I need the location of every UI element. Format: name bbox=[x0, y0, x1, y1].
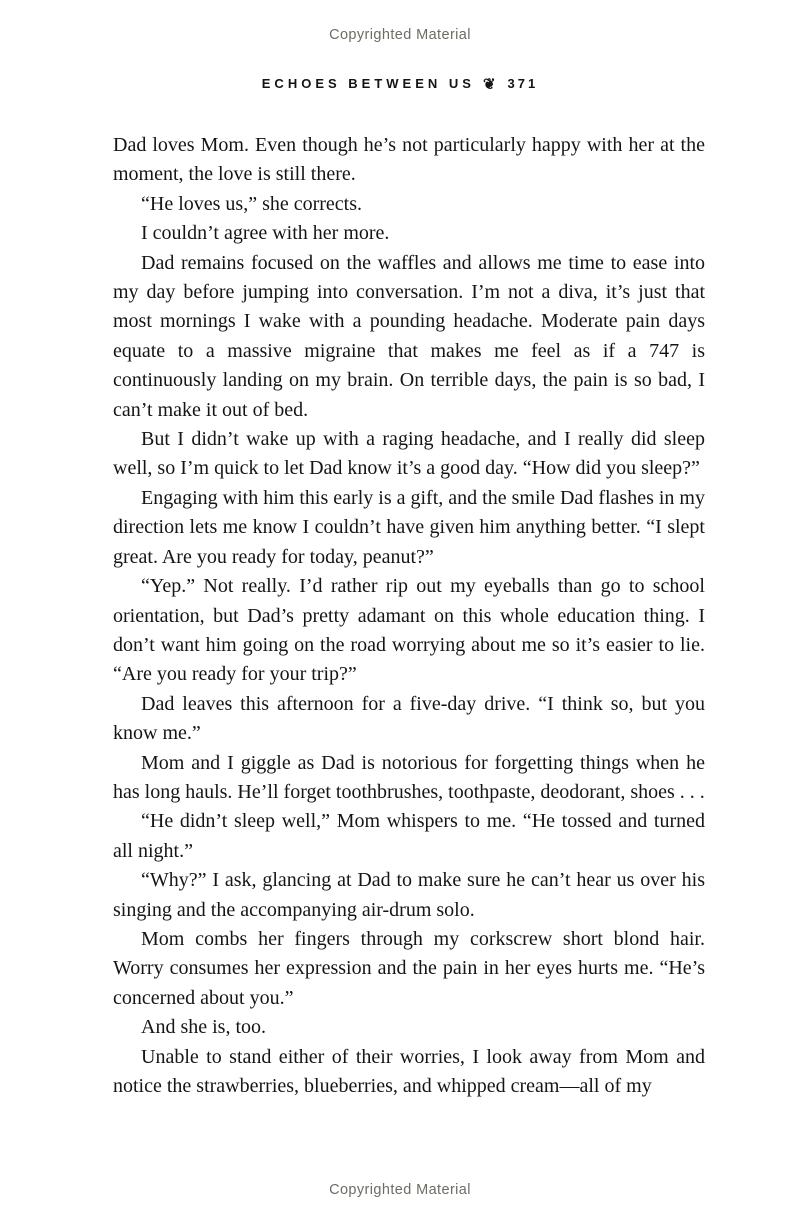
paragraph: Mom and I giggle as Dad is notorious for forgetting things when he has long hauls. He’ll forget toothbrushes, toothpaste, deodorant, shoes . . . bbox=[113, 751, 705, 803]
paragraph: “Why?” I ask, glancing at Dad to make sure he can’t hear us over his singing and the accompanying air-drum solo. bbox=[113, 869, 705, 921]
paragraph: “He didn’t sleep well,” Mom whispers to me. “He tossed and turned all night.” bbox=[113, 810, 705, 862]
book-title: ECHOES BETWEEN US bbox=[261, 76, 475, 91]
paragraph: Engaging with him this early is a gift, and the smile Dad flashes in my direction lets me know I couldn’t have given him anything better. “I slept great. Are you ready for today, peanut?” bbox=[113, 486, 705, 568]
paragraph: And she is, too. bbox=[141, 1016, 266, 1039]
ornament-icon: ❦ bbox=[482, 76, 496, 93]
paragraph: Dad remains focused on the waffles and allows me time to ease into my day before jumping into conversation. I’m not a diva, it’s just that most mornings I wake with a pounding headache. Moderate pain days equate to a massive migraine that makes me feel as if a 747 is continuously landing on my brain. On terrible days, the pain is so bad, I can’t make it out of bed. bbox=[113, 251, 705, 421]
paragraph: Dad loves Mom. Even though he’s not particularly happy with her at the moment, the love is still there. bbox=[113, 134, 705, 186]
copyright-notice-bottom: Copyrighted Material bbox=[329, 1182, 471, 1198]
paragraph: But I didn’t wake up with a raging headache, and I really did sleep well, so I’m quick to let Dad know it’s a good day. “How did you sleep?” bbox=[113, 428, 705, 480]
paragraph: Mom combs her fingers through my corkscrew short blond hair. Worry consumes her expression and the pain in her eyes hurts me. “He’s concerned about you.” bbox=[113, 927, 705, 1009]
paragraph: I couldn’t agree with her more. bbox=[141, 222, 390, 245]
paragraph: Dad leaves this afternoon for a five-day drive. “I think so, but you know me.” bbox=[113, 692, 705, 745]
running-header bbox=[0, 75, 800, 93]
paragraph: “He loves us,” she corrects. bbox=[141, 192, 363, 215]
paragraph: “Yep.” Not really. I’d rather rip out my eyeballs than go to school orientation, but Dad’s pretty adamant on this whole education thing. I don’t want him going on the road worrying about me so it’s easier to lie. “Are you ready for your trip?” bbox=[113, 575, 705, 686]
body-text bbox=[113, 131, 705, 1101]
paragraph: Unable to stand either of their worries, I look away from Mom and notice the strawberries, blueberries, and whipped cream—all of my bbox=[113, 1045, 705, 1097]
page-number: 371 bbox=[507, 76, 539, 91]
copyright-notice-top: Copyrighted Material bbox=[329, 27, 471, 43]
